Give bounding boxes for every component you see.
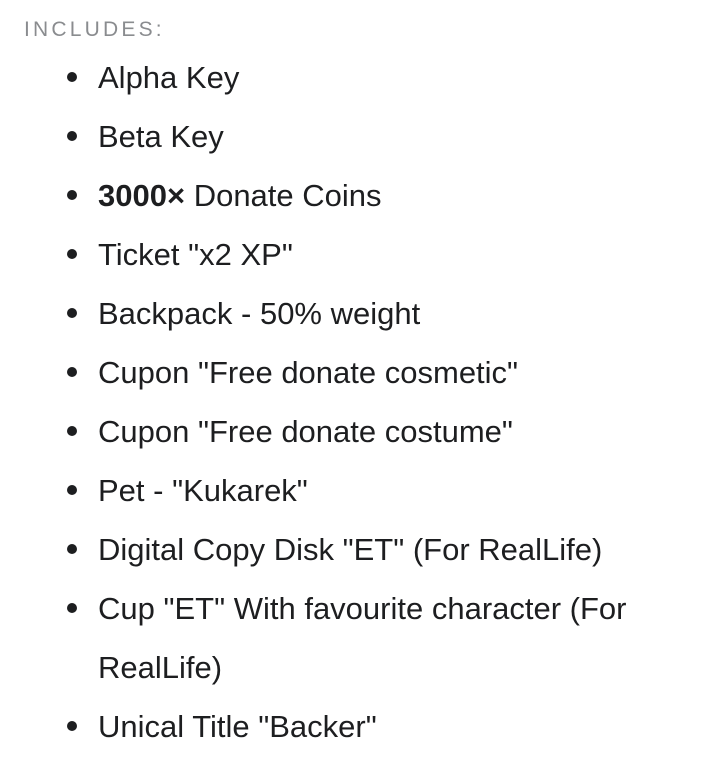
list-item xyxy=(0,461,720,520)
includes-heading: INCLUDES: xyxy=(24,18,165,41)
includes-list xyxy=(0,48,720,756)
list-item-label: Cup "ET" With favourite character (For RealLife) xyxy=(98,591,627,685)
bullet-icon xyxy=(67,603,77,613)
list-item xyxy=(0,697,720,756)
bullet-icon xyxy=(67,721,77,731)
list-item xyxy=(0,284,720,343)
bullet-icon xyxy=(67,544,77,554)
list-item-label: Ticket "x2 XP" xyxy=(98,237,293,272)
list-item xyxy=(0,343,720,402)
list-item-label: Donate Coins xyxy=(185,178,382,213)
list-item-label: Unical Title "Backer" xyxy=(98,709,377,744)
list-item-label: Pet - "Kukarek" xyxy=(98,473,308,508)
bullet-icon xyxy=(67,426,77,436)
bullet-icon xyxy=(67,72,77,82)
list-item xyxy=(0,402,720,461)
list-item xyxy=(0,225,720,284)
list-item-label: Cupon "Free donate cosmetic" xyxy=(98,355,519,390)
list-item-label: Cupon "Free donate costume" xyxy=(98,414,513,449)
bullet-icon xyxy=(67,485,77,495)
list-item xyxy=(0,107,720,166)
bullet-icon xyxy=(67,190,77,200)
bullet-icon xyxy=(67,249,77,259)
bullet-icon xyxy=(67,131,77,141)
bullet-icon xyxy=(67,308,77,318)
list-item xyxy=(0,520,720,579)
list-item xyxy=(0,579,720,697)
list-item-label: Digital Copy Disk "ET" (For RealLife) xyxy=(98,532,603,567)
list-item-quantity: 3000× xyxy=(98,178,186,213)
list-item-label: Backpack - 50% weight xyxy=(98,296,421,331)
bullet-icon xyxy=(67,367,77,377)
list-item-label: Alpha Key xyxy=(98,60,240,95)
list-item xyxy=(0,48,720,107)
list-item xyxy=(0,166,720,225)
list-item-label: Beta Key xyxy=(98,119,224,154)
